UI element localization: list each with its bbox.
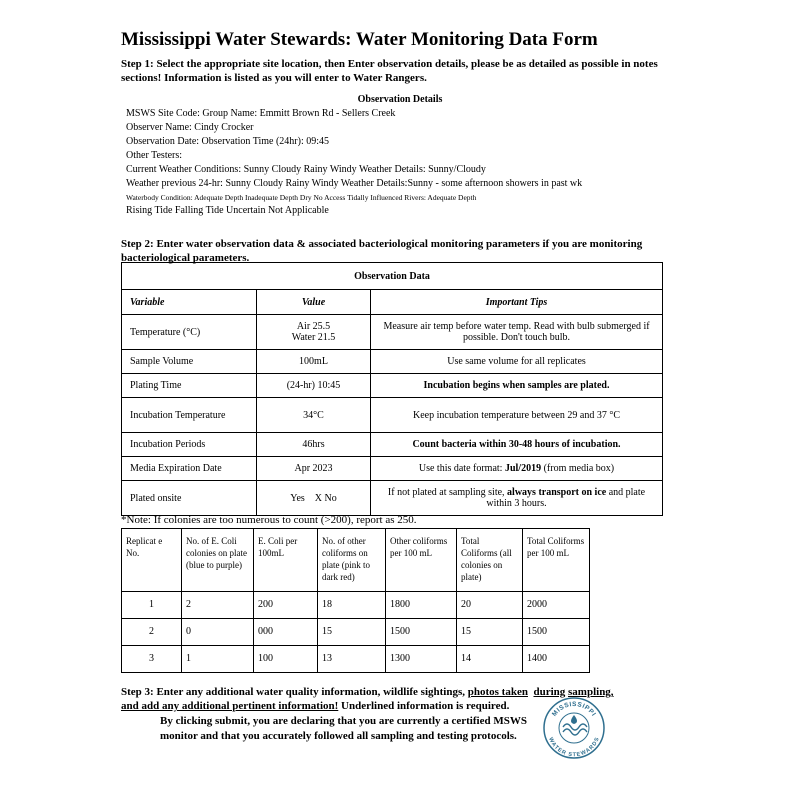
step1-instructions: Step 1: Select the appropriate site location, then Enter observation details, please be as detailed as possible in notes sections! Information is listed as you will enter to Water Rangers. — [121, 58, 658, 84]
header-ecoli-colonies: No. of E. Coli colonies on plate (blue to purple) — [182, 529, 254, 592]
colony-count-note: *Note: If colonies are too numerous to count (>200), report as 250. — [121, 514, 417, 526]
replicate-table — [121, 528, 590, 673]
header-variable: Variable — [122, 290, 257, 315]
value-cell: Apr 2023 — [257, 457, 371, 481]
table-row — [122, 398, 663, 433]
tip-cell: Keep incubation temperature between 29 and 37 °C — [371, 398, 663, 433]
total-coliforms-cell: 15 — [457, 619, 523, 646]
tip-cell: If not plated at sampling site, always transport on ice and plate within 3 hours. — [371, 481, 663, 516]
table-row — [122, 315, 663, 350]
value-cell: 34°C — [257, 398, 371, 433]
total-per-100ml-cell: 2000 — [523, 592, 590, 619]
variable-cell: Temperature (°C) — [122, 315, 257, 350]
tip-cell: Incubation begins when samples are plated. — [371, 374, 663, 398]
header-tips: Important Tips — [371, 290, 663, 315]
value-cell: Air 25.5 Water 21.5 — [257, 315, 371, 350]
total-coliforms-cell: 20 — [457, 592, 523, 619]
step3-instructions: Step 3: Enter any additional water quality information, wildlife sightings, photos taken during sampling, and add any additional pertinent information! Underlined information is required. — [121, 686, 614, 712]
replicate-number: 1 — [122, 592, 182, 619]
tip-cell: Measure air temp before water temp. Read with bulb submerged if possible. Don't touch bulb. — [371, 315, 663, 350]
variable-cell: Media Expiration Date — [122, 457, 257, 481]
header-total-per-100ml: Total Coliforms per 100 mL — [523, 529, 590, 592]
ecoli-per-100ml-cell: 100 — [254, 646, 318, 673]
value-cell: (24-hr) 10:45 — [257, 374, 371, 398]
total-per-100ml-cell: 1500 — [523, 619, 590, 646]
table-caption: Observation Data — [122, 263, 663, 290]
variable-cell: Plated onsite — [122, 481, 257, 516]
ecoli-per-100ml-cell: 200 — [254, 592, 318, 619]
ecoli-colonies-cell: 1 — [182, 646, 254, 673]
observation-data-table — [121, 262, 663, 516]
header-other-per-100ml: Other coliforms per 100 mL — [386, 529, 457, 592]
variable-cell: Plating Time — [122, 374, 257, 398]
mississippi-water-stewards-logo — [543, 697, 605, 759]
header-other-coliforms: No. of other coliforms on plate (pink to dark red) — [318, 529, 386, 592]
tip-cell: Use same volume for all replicates — [371, 350, 663, 374]
table-row — [122, 481, 663, 516]
observation-details-heading: Observation Details — [357, 94, 443, 105]
other-testers-line: Other Testers: — [126, 150, 183, 161]
value-cell: 46hrs — [257, 433, 371, 457]
value-cell: 100mL — [257, 350, 371, 374]
table-row — [122, 457, 663, 481]
total-coliforms-cell: 14 — [457, 646, 523, 673]
value-cell: Yes X No — [257, 481, 371, 516]
header-total-coliforms: Total Coliforms (all colonies on plate) — [457, 529, 523, 592]
ecoli-colonies-cell: 0 — [182, 619, 254, 646]
variable-cell: Sample Volume — [122, 350, 257, 374]
table-row — [122, 646, 590, 673]
previous-weather-line: Weather previous 24-hr: Sunny Cloudy Rainy Windy Weather Details:Sunny - some afternoon showers in past wk — [126, 178, 583, 189]
other-per-100ml-cell: 1300 — [386, 646, 457, 673]
step2-instructions: Step 2: Enter water observation data & associated bacteriological monitoring parameters if you are monitoring bacteriological parameters. — [121, 238, 643, 264]
table-row — [122, 433, 663, 457]
waterbody-condition-line: Waterbody Condition: Adequate Depth Inadequate Depth Dry No Access Tidally Influenced Rivers: Adequate Depth — [126, 193, 477, 202]
header-ecoli-per-100ml: E. Coli per 100mL — [254, 529, 318, 592]
table-row — [122, 592, 590, 619]
variable-cell: Incubation Temperature — [122, 398, 257, 433]
form-title: Mississippi Water Stewards: Water Monitoring Data Form — [121, 29, 598, 50]
header-value: Value — [257, 290, 371, 315]
table-row — [122, 374, 663, 398]
other-coliforms-cell: 15 — [318, 619, 386, 646]
other-coliforms-cell: 18 — [318, 592, 386, 619]
replicate-number: 3 — [122, 646, 182, 673]
other-coliforms-cell: 13 — [318, 646, 386, 673]
total-per-100ml-cell: 1400 — [523, 646, 590, 673]
observation-date-line: Observation Date: Observation Time (24hr): 09:45 — [126, 136, 330, 147]
current-weather-line: Current Weather Conditions: Sunny Cloudy Rainy Windy Weather Details: Sunny/Cloudy — [126, 164, 486, 175]
svg-text:WATER STEWARDS: WATER STEWARDS — [547, 736, 601, 759]
other-per-100ml-cell: 1800 — [386, 592, 457, 619]
site-code-line: MSWS Site Code: Group Name: Emmitt Brown Rd - Sellers Creek — [126, 108, 396, 119]
table-row — [122, 350, 663, 374]
replicate-number: 2 — [122, 619, 182, 646]
ecoli-colonies-cell: 2 — [182, 592, 254, 619]
tip-cell: Use this date format: Jul/2019 (from media box) — [371, 457, 663, 481]
observer-name-line: Observer Name: Cindy Crocker — [126, 122, 254, 133]
ecoli-per-100ml-cell: 000 — [254, 619, 318, 646]
certification-declaration: By clicking submit, you are declaring that you are currently a certified MSWS monitor and that you accurately followed all sampling and testing protocols. — [160, 715, 527, 742]
tide-line: Rising Tide Falling Tide Uncertain Not Applicable — [126, 205, 329, 216]
svg-text:MISSISSIPPI: MISSISSIPPI — [550, 700, 598, 718]
header-replicate: Replicat e No. — [122, 529, 182, 592]
table-row — [122, 619, 590, 646]
tip-cell: Count bacteria within 30-48 hours of incubation. — [371, 433, 663, 457]
variable-cell: Incubation Periods — [122, 433, 257, 457]
other-per-100ml-cell: 1500 — [386, 619, 457, 646]
